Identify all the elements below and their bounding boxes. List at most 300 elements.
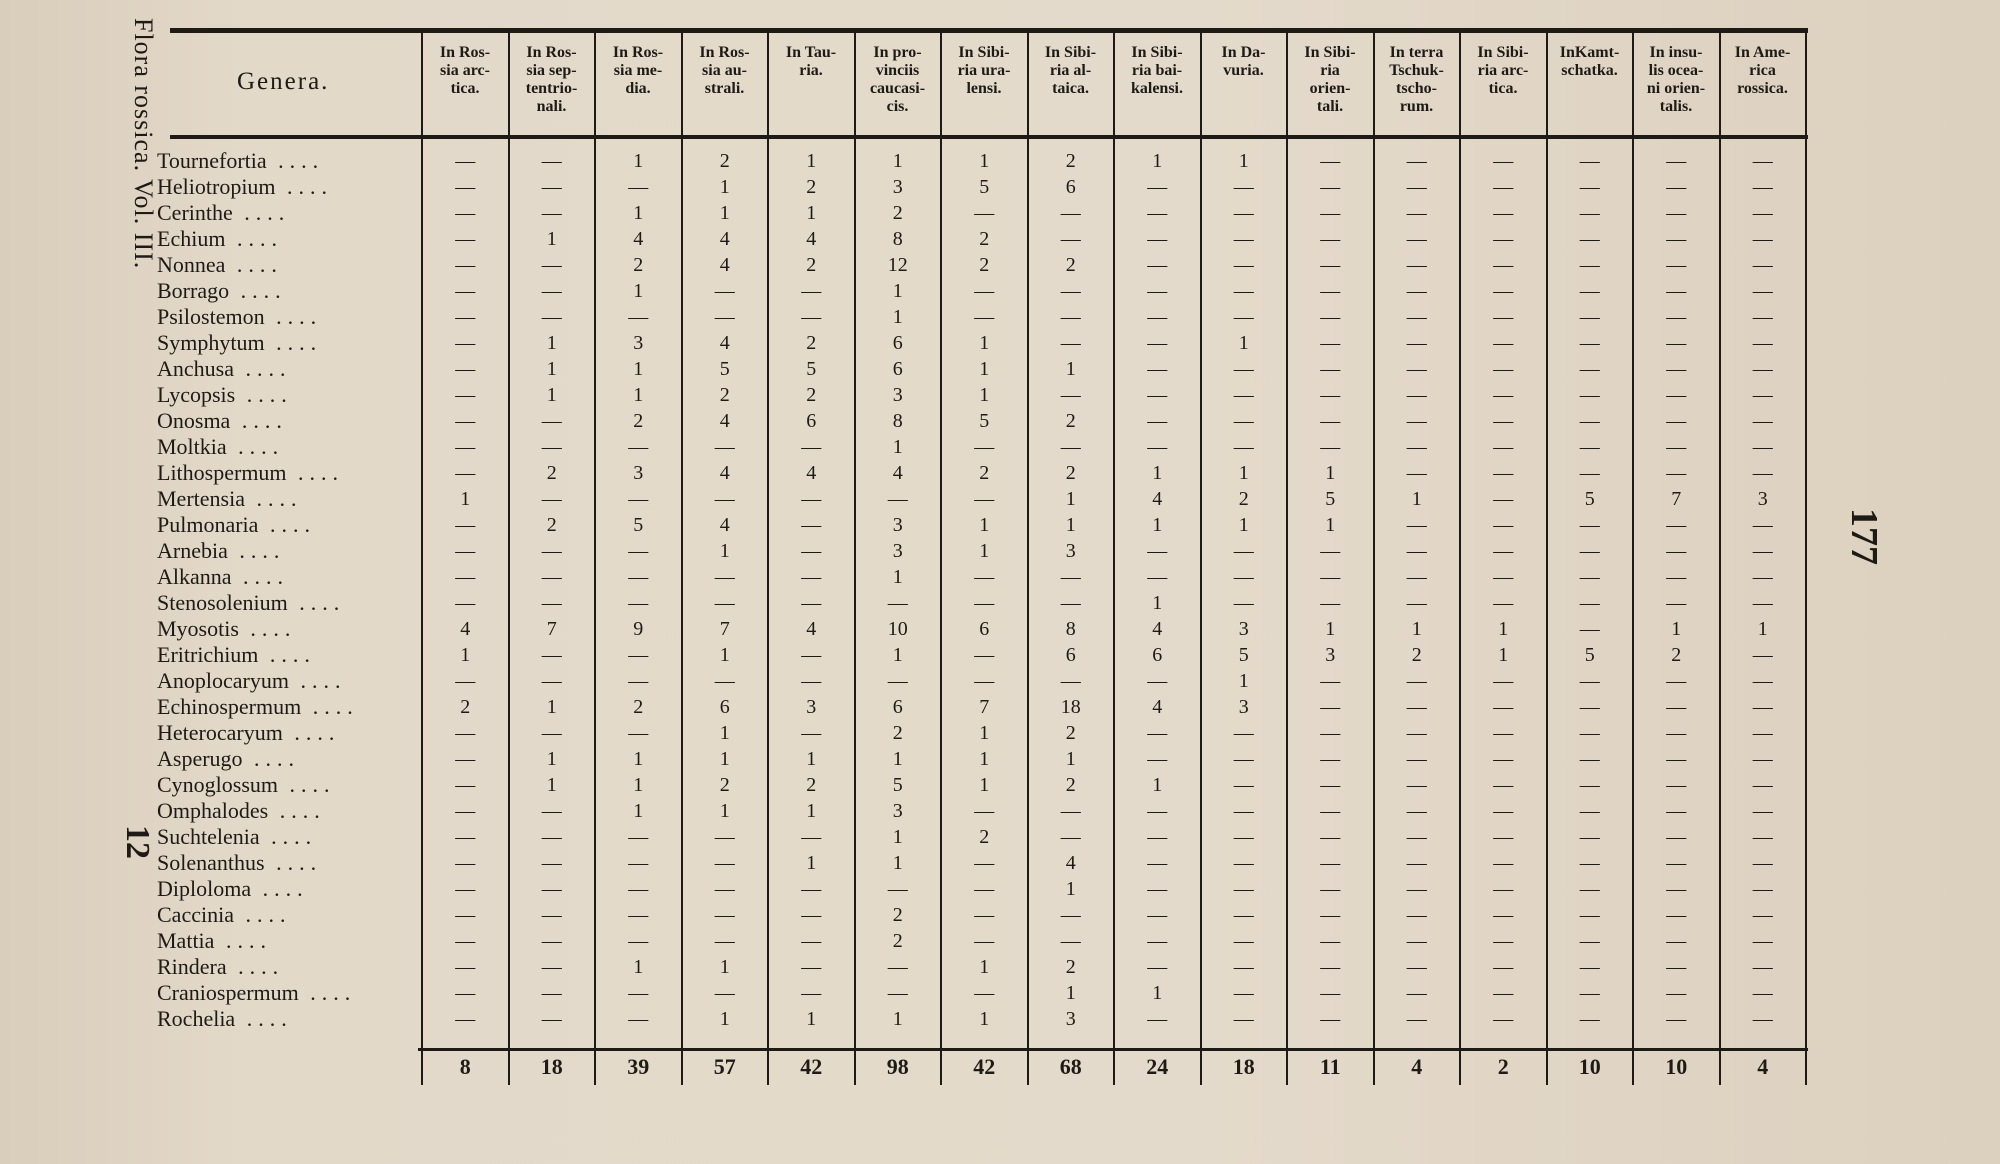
table-cell: 2 [1411,644,1422,666]
table-cell: 4 [719,332,730,354]
table-cell: — [1666,696,1687,718]
table-cell: — [1666,1008,1687,1030]
table-cell: — [1493,748,1514,770]
table-cell: — [1320,670,1341,692]
table-cell: — [1666,332,1687,354]
table-cell: — [455,826,476,848]
column-header: In insu- lis ocea- ni orien- talis. [1646,44,1706,115]
table-cell: — [1320,826,1341,848]
table-cell: — [1752,462,1773,484]
leader-dots: .... [264,850,323,875]
table-cell: — [1752,514,1773,536]
table-cell: 5 [979,410,990,432]
table-cell: — [1060,436,1081,458]
table-cell: — [541,644,562,666]
table-cell: 5 [1584,644,1595,666]
table-cell: 2 [460,696,471,718]
table-cell: — [1666,514,1687,536]
genus-label: Diploloma [157,876,252,901]
column-total: 68 [1059,1054,1082,1079]
table-cell: 1 [633,800,644,822]
table-cell: 3 [633,332,644,354]
table-cell: — [1147,826,1168,848]
table-cell: — [455,436,476,458]
table-cell: — [628,306,649,328]
genus-name [157,772,392,798]
leader-dots: .... [225,226,283,251]
table-cell: 1 [979,956,990,978]
table-cell: — [541,878,562,900]
table-cell: 9 [633,618,644,640]
column-total: 18 [540,1054,563,1079]
table-cell: — [1752,670,1773,692]
table-cell: — [628,878,649,900]
leader-dots: .... [235,382,293,407]
table-cell: — [541,800,562,822]
table-cell: — [1579,930,1600,952]
table-cell: — [1233,982,1254,1004]
table-cell: 1 [460,488,471,510]
table-cell: 1 [546,384,557,406]
column-header: In Ros- sia sep- tentrio- nali. [525,44,578,115]
table-cell: — [1666,826,1687,848]
table-cell: 1 [1152,462,1163,484]
table-cell: — [801,540,822,562]
genus-name [157,226,392,252]
table-cell: 1 [979,1008,990,1030]
table-cell: — [1060,670,1081,692]
table-cell: — [1060,592,1081,614]
table-cell: 1 [460,644,471,666]
genus-name [157,980,392,1006]
table-cell: — [541,930,562,952]
table-cell: — [1147,176,1168,198]
leader-dots: .... [227,538,286,563]
table-cell: 1 [806,852,817,874]
table-cell: — [1060,202,1081,224]
table-cell: 1 [892,852,903,874]
table-cell: — [1147,202,1168,224]
table-cell: — [1493,800,1514,822]
table-cell: — [1752,436,1773,458]
table-cell: — [1493,930,1514,952]
genus-name [157,850,392,876]
genus-label: Heterocaryum [157,720,283,745]
leader-dots: .... [238,616,297,641]
genus-label: Suchtelenia [157,824,260,849]
table-cell: — [1060,306,1081,328]
table-cell: — [1147,878,1168,900]
table-cell: — [714,878,735,900]
table-cell: — [1406,670,1427,692]
table-cell: — [455,150,476,172]
table-cell: 1 [1238,462,1249,484]
table-cell: — [1493,150,1514,172]
column-header: In Sibi- ria orien- tali. [1304,44,1356,115]
column-header: In pro- vinciis caucasi- cis. [869,44,926,115]
genus-label: Rochelia [157,1006,236,1031]
table-cell: — [1147,930,1168,952]
table-cell: 3 [892,540,903,562]
table-cell: 1 [979,774,990,796]
leader-dots: .... [242,746,301,771]
table-cell: — [974,878,995,900]
table-cell: — [1406,436,1427,458]
column-header: In Ros- sia arc- tica. [439,44,491,97]
table-cell: 1 [979,384,990,406]
table-cell: 1 [1065,488,1076,510]
table-cell: 4 [719,410,730,432]
genus-label: Myosotis [157,616,239,641]
table-cell: 6 [1152,644,1163,666]
table-cell: — [628,826,649,848]
table-cell: — [1493,384,1514,406]
table-cell: 1 [633,280,644,302]
table-cell: — [1233,540,1254,562]
leader-dots: .... [264,304,323,329]
table-cell: — [455,202,476,224]
genus-name [157,512,392,538]
table-cell: 1 [1498,644,1509,666]
table-cell: — [455,540,476,562]
table-cell: — [541,982,562,1004]
table-cell: 4 [1065,852,1076,874]
table-cell: — [1320,956,1341,978]
genus-name [157,460,392,486]
table-cell: 4 [719,462,730,484]
table-cell: — [1060,228,1081,250]
table-cell: — [1493,696,1514,718]
column-header: In Sibi- ria arc- tica. [1477,44,1529,97]
table-cell: 1 [546,358,557,380]
table-cell: — [541,176,562,198]
genus-label: Psilostemon [157,304,265,329]
table-cell: — [1579,358,1600,380]
table-cell: — [1233,410,1254,432]
table-cell: 1 [546,228,557,250]
leader-dots: .... [258,642,316,667]
genus-label: Anoplocaryum [157,668,289,693]
table-cell: — [1579,254,1600,276]
genus-name [157,174,392,200]
table-cell: — [1752,228,1773,250]
genus-label: Onosma [157,408,231,433]
table-cell: — [1320,982,1341,1004]
table-cell: 6 [1065,644,1076,666]
table-cell: 6 [892,358,903,380]
table-cell: — [1493,1008,1514,1030]
genus-name [157,902,392,928]
table-cell: — [1406,852,1427,874]
table-cell: 2 [806,254,817,276]
table-cell: — [1493,176,1514,198]
column-total: 8 [459,1054,471,1079]
table-cell: — [455,722,476,744]
table-cell: — [628,592,649,614]
table-cell: — [1666,878,1687,900]
table-cell: 1 [1152,514,1163,536]
table-cell: 1 [719,722,730,744]
table-cell: — [455,384,476,406]
genus-name [157,434,392,460]
table-cell: — [1233,254,1254,276]
table-cell: — [1493,514,1514,536]
genus-name [157,746,392,772]
table-cell: 2 [546,514,557,536]
table-cell: — [1579,826,1600,848]
table-cell: 1 [1152,150,1163,172]
table-cell: — [1752,800,1773,822]
table-cell: 2 [719,774,730,796]
table-cell: — [1579,566,1600,588]
table-cell: — [1406,410,1427,432]
column-separator [1719,33,1721,1085]
genus-label: Mattia [157,928,215,953]
table-cell: — [1579,384,1600,406]
table-cell: — [541,956,562,978]
table-cell: 1 [633,748,644,770]
table-cell: — [1493,358,1514,380]
column-separator [1805,33,1807,1085]
table-cell: — [541,540,562,562]
table-cell: — [974,306,995,328]
table-cell: — [887,670,908,692]
table-cell: — [628,852,649,874]
table-cell: 1 [1152,592,1163,614]
table-cell: — [801,566,822,588]
table-cell: 3 [1757,488,1768,510]
column-separator [508,33,510,1085]
table-cell: — [1493,436,1514,458]
leader-dots: .... [226,434,285,459]
table-cell: — [1666,436,1687,458]
column-separator [1546,33,1548,1085]
table-cell: 3 [633,462,644,484]
genus-label: Solenanthus [157,850,265,875]
table-cell: 1 [546,774,557,796]
table-cell: 3 [1065,540,1076,562]
table-cell: — [1233,774,1254,796]
genus-name [157,824,392,850]
table-cell: 1 [633,202,644,224]
table-cell: 2 [1065,410,1076,432]
table-cell: — [455,982,476,1004]
table-cell: — [887,878,908,900]
table-cell: — [1752,410,1773,432]
table-cell: 6 [806,410,817,432]
table-cell: — [1666,592,1687,614]
table-cell: — [1320,384,1341,406]
table-cell: — [455,748,476,770]
genus-name [157,694,392,720]
table-cell: — [1406,592,1427,614]
table-cell: 1 [1411,488,1422,510]
table-cell: — [1752,566,1773,588]
table-cell: — [1233,228,1254,250]
table-cell: 1 [1671,618,1682,640]
table-cell: — [1060,930,1081,952]
table-cell: 2 [719,150,730,172]
table-cell: 1 [633,358,644,380]
table-cell: 1 [1065,982,1076,1004]
table-cell: — [1147,956,1168,978]
table-cell: 2 [633,410,644,432]
table-cell: 1 [1238,332,1249,354]
table-cell: — [1147,566,1168,588]
genus-label: Echinospermum [157,694,302,719]
genus-label: Borrago [157,278,230,303]
table-cell: — [1406,514,1427,536]
table-cell: — [714,280,735,302]
table-cell: 2 [1671,644,1682,666]
table-cell: 1 [892,566,903,588]
table-cell: — [1147,306,1168,328]
genus-label: Mertensia [157,486,245,511]
table-cell: — [1752,826,1773,848]
table-cell: — [1579,670,1600,692]
table-cell: — [1320,592,1341,614]
table-cell: — [1320,150,1341,172]
table-cell: — [1233,826,1254,848]
table-cell: — [1493,878,1514,900]
genus-name [157,278,392,304]
genera-header: Genera. [237,68,330,95]
table-cell: — [541,436,562,458]
table-cell: — [1666,358,1687,380]
table-cell: — [1752,306,1773,328]
table-cell: — [455,228,476,250]
table-cell: — [1579,462,1600,484]
table-top-rule [170,28,1808,33]
table-cell: — [1579,410,1600,432]
table-cell: — [1579,150,1600,172]
column-total: 39 [627,1054,650,1079]
table-cell: — [1752,358,1773,380]
table-cell: — [1406,904,1427,926]
column-separator [1286,33,1288,1085]
column-total: 42 [800,1054,823,1079]
table-cell: — [1579,904,1600,926]
table-cell: — [1147,332,1168,354]
genus-name [157,876,392,902]
table-cell: 1 [546,748,557,770]
column-total: 57 [713,1054,736,1079]
genus-name [157,382,392,408]
table-cell: — [974,644,995,666]
table-cell: — [801,436,822,458]
table-cell: 2 [546,462,557,484]
table-cell: 1 [719,748,730,770]
table-cell: — [1320,722,1341,744]
table-cell: 1 [633,956,644,978]
column-total: 4 [1411,1054,1423,1079]
table-cell: — [1493,280,1514,302]
table-cell: — [1752,852,1773,874]
genus-label: Rindera [157,954,227,979]
table-cell: 3 [806,696,817,718]
table-cell: — [1406,774,1427,796]
table-cell: 3 [892,514,903,536]
table-cell: 1 [892,826,903,848]
table-cell: — [455,514,476,536]
table-cell: — [974,592,995,614]
table-cell: 1 [1238,150,1249,172]
table-cell: — [1752,930,1773,952]
table-cell: — [801,826,822,848]
table-cell: — [714,306,735,328]
table-cell: — [1493,462,1514,484]
table-cell: — [1493,826,1514,848]
table-cell: — [1406,1008,1427,1030]
table-cell: 1 [806,1008,817,1030]
table-cell: — [455,462,476,484]
table-cell: — [1147,280,1168,302]
leader-dots: .... [288,668,347,693]
table-cell: 1 [892,280,903,302]
table-cell: 8 [892,410,903,432]
genus-name [157,798,392,824]
table-cell: 2 [979,228,990,250]
table-cell: — [541,566,562,588]
table-cell: — [628,176,649,198]
table-cell: 1 [1757,618,1768,640]
table-cell: — [1752,722,1773,744]
table-cell: — [1320,436,1341,458]
table-cell: — [628,436,649,458]
table-cell: — [1406,982,1427,1004]
genus-name [157,538,392,564]
table-cell: — [1320,202,1341,224]
table-cell: — [974,800,995,822]
table-cell: 2 [806,384,817,406]
table-cell: — [1147,670,1168,692]
table-cell: 12 [887,254,908,276]
genus-label: Lithospermum [157,460,287,485]
table-cell: 2 [979,826,990,848]
table-cell: 3 [892,800,903,822]
table-cell: — [1406,280,1427,302]
column-total: 24 [1146,1054,1169,1079]
table-cell: — [801,878,822,900]
leader-dots: .... [286,460,345,485]
table-cell: — [974,566,995,588]
table-cell: — [1060,800,1081,822]
table-cell: — [714,982,735,1004]
genus-label: Moltkia [157,434,227,459]
genus-label: Lycopsis [157,382,236,407]
table-cell: — [1493,904,1514,926]
table-cell: — [455,280,476,302]
table-cell: 5 [1325,488,1336,510]
leader-dots: .... [230,408,288,433]
table-cell: 4 [1152,618,1163,640]
table-cell: — [1320,904,1341,926]
table-cell: — [801,488,822,510]
table-cell: 6 [979,618,990,640]
genus-label: Stenosolenium [157,590,288,615]
table-cell: — [1579,332,1600,354]
table-cell: 1 [546,696,557,718]
genus-name [157,486,392,512]
table-cell: — [801,956,822,978]
table-cell: — [455,306,476,328]
table-cell: — [1493,540,1514,562]
table-cell: — [801,982,822,1004]
table-cell: 1 [719,176,730,198]
table-cell: — [1666,176,1687,198]
table-cell: — [801,930,822,952]
table-cell: — [1406,228,1427,250]
